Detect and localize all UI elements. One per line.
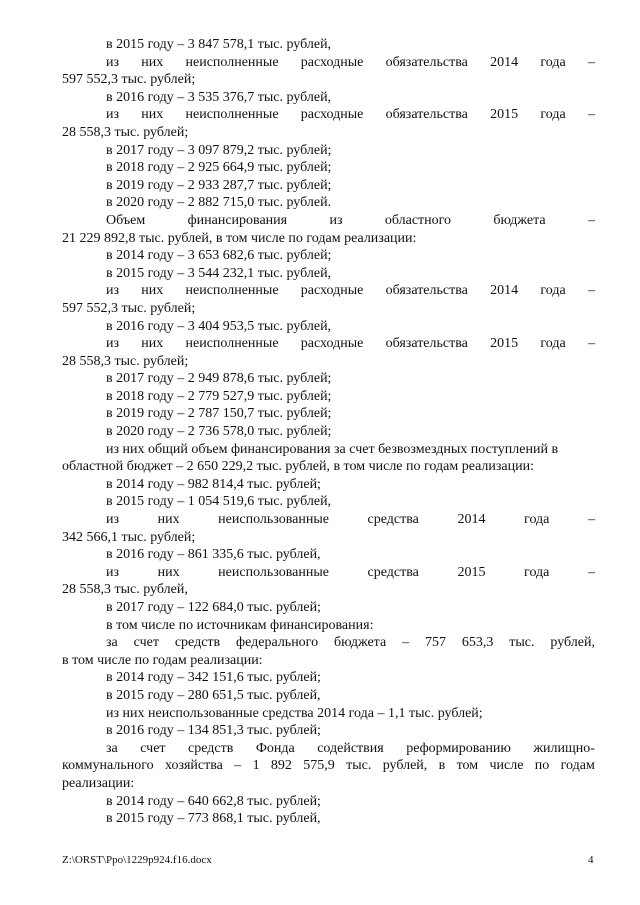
word: 575,9: [303, 758, 335, 774]
word: хозяйства: [164, 758, 223, 774]
word: обязательства: [385, 283, 468, 299]
word: средств: [174, 635, 221, 651]
text-line: в 2015 году – 1 054 519,6 тыс. рублей,: [106, 494, 332, 510]
word: года: [524, 512, 550, 528]
word: Фонда: [255, 740, 295, 756]
page-number: 4: [588, 854, 594, 866]
text-line: [62, 740, 595, 758]
text-line: в 2017 году – 3 097 879,2 тыс. рублей;: [106, 142, 332, 158]
text-line: в 2017 году – 2 949 878,6 тыс. рублей;: [106, 371, 332, 387]
text-line: [62, 106, 595, 124]
word: средств: [188, 740, 234, 756]
text-line: реализации:: [62, 775, 135, 791]
word: рублей,: [550, 635, 595, 651]
text-line: из них общий объем финансирования за счет безвозмездных поступлений в: [106, 441, 559, 457]
text-line: [62, 564, 595, 582]
word: федерального: [236, 635, 319, 651]
text-line: [62, 634, 595, 652]
text-line: 342 566,1 тыс. рублей;: [62, 529, 196, 545]
word: неиспользованные: [218, 512, 329, 528]
text-line: в 2016 году – 134 851,3 тыс. рублей;: [106, 723, 321, 739]
text-line: в 2019 году – 2 787 150,7 тыс. рублей;: [106, 406, 332, 422]
word: них: [157, 564, 180, 580]
word: 2014: [490, 54, 519, 70]
word: –: [587, 212, 595, 228]
word: счет: [133, 635, 159, 651]
word: жилищно-: [533, 740, 595, 756]
word: счет: [140, 740, 166, 756]
word: года: [540, 107, 566, 123]
word: неисполненные: [185, 336, 279, 352]
word: неисполненные: [185, 107, 279, 123]
word: –: [234, 758, 242, 774]
word: из: [106, 512, 120, 528]
word: года: [524, 564, 550, 580]
text-line: в 2016 году – 3 535 376,7 тыс. рублей,: [106, 89, 332, 105]
word: –: [587, 283, 595, 299]
word: 2015: [490, 336, 519, 352]
word: –: [587, 564, 595, 580]
word: 2014: [490, 283, 519, 299]
word: областного: [384, 212, 452, 228]
word: тыс.: [509, 635, 535, 651]
word: средства: [367, 512, 419, 528]
word: реформированию: [406, 740, 511, 756]
text-line: в 2015 году – 3 544 232,1 тыс. рублей,: [106, 265, 332, 281]
word: –: [587, 54, 595, 70]
word: обязательства: [385, 107, 468, 123]
text-line: 28 558,3 тыс. рублей;: [62, 353, 189, 369]
word: года: [540, 283, 566, 299]
word: года: [540, 54, 566, 70]
text-line: 597 552,3 тыс. рублей;: [62, 72, 196, 88]
word: них: [157, 512, 180, 528]
word: неисполненные: [185, 54, 279, 70]
text-line: в том числе по годам реализации:: [62, 652, 263, 668]
word: из: [106, 54, 120, 70]
text-line: в 2019 году – 2 933 287,7 тыс. рублей;: [106, 177, 332, 193]
word: –: [587, 107, 595, 123]
word: годам: [560, 758, 595, 774]
word: 2015: [457, 564, 486, 580]
document-body: [62, 36, 595, 828]
word: обязательства: [385, 54, 468, 70]
word: расходные: [300, 107, 364, 123]
word: 2014: [457, 512, 486, 528]
text-line: в том числе по источникам финансирования:: [106, 617, 374, 633]
text-line: 28 558,3 тыс. рублей;: [62, 124, 189, 140]
text-line: [62, 511, 595, 529]
word: них: [141, 283, 164, 299]
word: 757: [424, 635, 446, 651]
word: расходные: [300, 283, 364, 299]
text-line: в 2015 году – 280 651,5 тыс. рублей,: [106, 687, 321, 703]
word: бюджета: [493, 212, 546, 228]
text-line: в 2016 году – 861 335,6 тыс. рублей,: [106, 547, 321, 563]
text-line: в 2017 году – 122 684,0 тыс. рублей;: [106, 600, 321, 615]
word: 1: [252, 758, 260, 774]
word: из: [106, 283, 120, 299]
word: числе: [489, 758, 524, 774]
text-line: в 2020 году – 2 882 715,0 тыс. рублей.: [106, 195, 332, 211]
text-line: в 2014 году – 342 151,6 тыс. рублей;: [106, 670, 321, 686]
word: расходные: [300, 336, 364, 352]
word: бюджета: [333, 635, 387, 651]
word: за: [106, 740, 118, 756]
text-line: [62, 335, 595, 353]
text-line: в 2015 году – 773 868,1 тыс. рублей,: [106, 811, 321, 827]
word: 653,3: [461, 635, 494, 651]
word: рублей,: [382, 758, 428, 774]
text-line: [62, 757, 595, 775]
word: в: [438, 758, 446, 774]
text-line: в 2016 году – 3 404 953,5 тыс. рублей,: [106, 318, 332, 334]
word: них: [141, 336, 164, 352]
word: содействия: [317, 740, 384, 756]
word: тыс.: [346, 758, 372, 774]
text-line: в 2014 году – 640 662,8 тыс. рублей;: [106, 793, 321, 809]
word: –: [587, 336, 595, 352]
word: из: [106, 336, 120, 352]
word: по: [534, 758, 550, 774]
text-line: [62, 282, 595, 300]
word: Объем: [106, 212, 146, 228]
text-line: в 2020 году – 2 736 578,0 тыс. рублей;: [106, 424, 332, 440]
word: неисполненные: [185, 283, 279, 299]
text-line: в 2018 году – 2 925 664,9 тыс. рублей;: [106, 160, 332, 176]
text-line: 21 229 892,8 тыс. рублей, в том числе по годам реализации:: [62, 230, 417, 246]
text-line: [62, 54, 595, 72]
word: расходные: [300, 54, 364, 70]
text-line: в 2015 году – 3 847 578,1 тыс. рублей,: [106, 37, 332, 52]
text-line: областной бюджет – 2 650 229,2 тыс. рублей, в том числе по годам реализации:: [62, 459, 535, 475]
word: неиспользованные: [218, 564, 329, 580]
text-line: 28 558,3 тыс. рублей,: [62, 582, 188, 598]
word: года: [540, 336, 566, 352]
text-line: в 2014 году – 3 653 682,6 тыс. рублей;: [106, 248, 332, 264]
text-line: [62, 212, 595, 230]
word: за: [106, 635, 118, 651]
word: из: [329, 212, 343, 228]
text-line: в 2018 году – 2 779 527,9 тыс. рублей;: [106, 388, 332, 404]
word: них: [141, 107, 164, 123]
text-line: в 2014 году – 982 814,4 тыс. рублей;: [106, 476, 321, 492]
word: том: [456, 758, 479, 774]
word: –: [587, 512, 595, 528]
word: финансирования: [187, 212, 288, 228]
word: из: [106, 107, 120, 123]
text-line: из них неиспользованные средства 2014 года – 1,1 тыс. рублей;: [106, 705, 483, 721]
word: –: [402, 635, 410, 651]
word: них: [141, 54, 164, 70]
word: 892: [270, 758, 292, 774]
footer-file-path: Z:\ORST\Ppo\1229p924.f16.docx: [62, 854, 212, 866]
word: обязательства: [385, 336, 468, 352]
word: из: [106, 564, 120, 580]
word: средства: [367, 564, 419, 580]
word: 2015: [490, 107, 519, 123]
text-line: 597 552,3 тыс. рублей;: [62, 300, 196, 316]
word: коммунального: [62, 758, 154, 774]
